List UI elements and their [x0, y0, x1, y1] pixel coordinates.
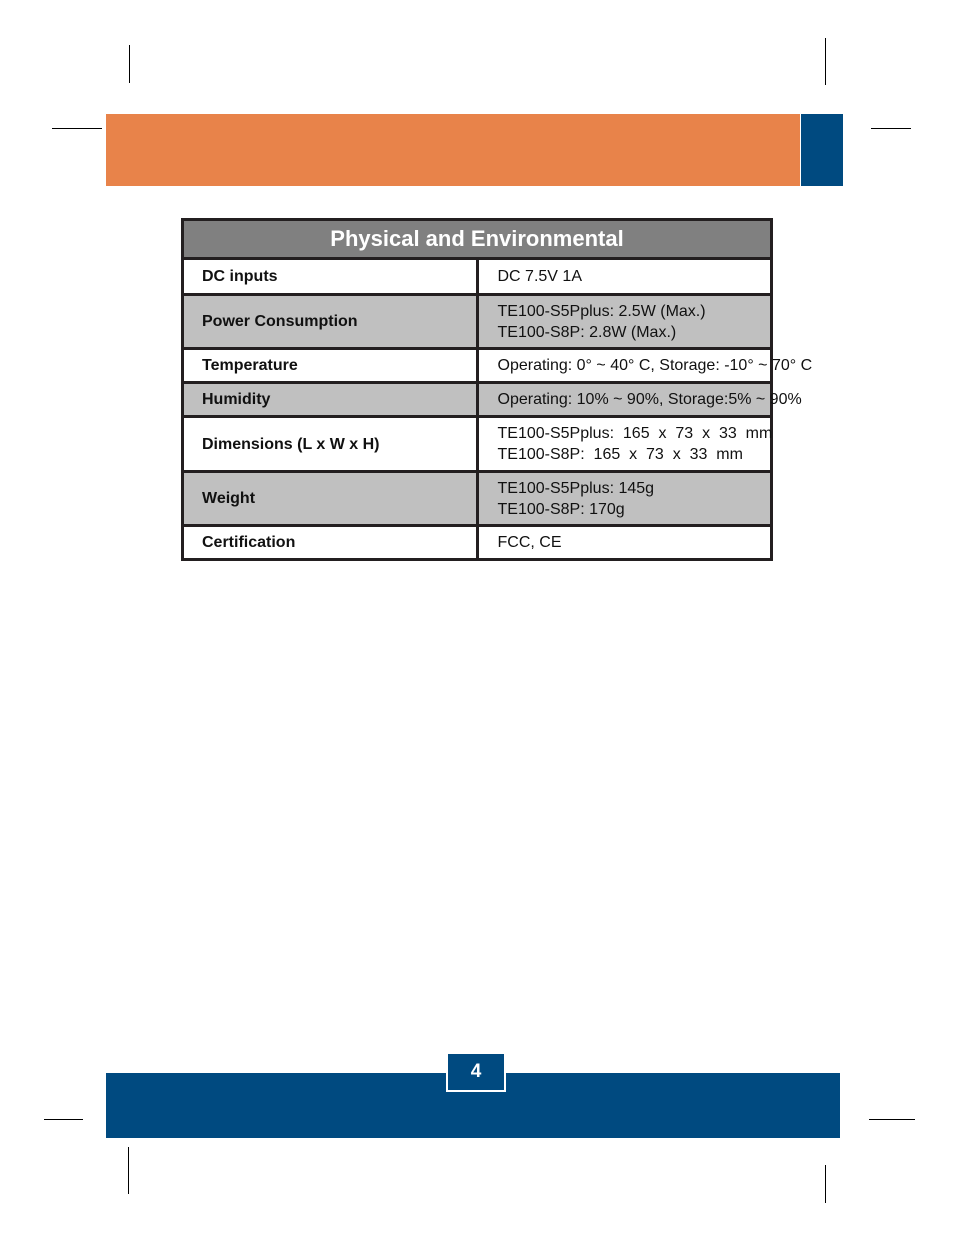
row-label: Humidity: [183, 383, 478, 417]
row-label: Dimensions (L x W x H): [183, 417, 478, 472]
row-value: [477, 295, 772, 349]
crop-mark-top-right-horizontal: [871, 128, 911, 129]
row-value-line: FCC, CE: [497, 534, 562, 551]
row-value-line: TE100-S8P: 2.8W (Max.): [497, 323, 677, 341]
header-orange-band: [106, 114, 800, 186]
row-value-line: TE100-S5Pplus: 2.5W (Max.): [497, 302, 706, 320]
row-value-line: TE100-S5Pplus: 145g: [497, 479, 655, 497]
page-number: 4: [446, 1052, 506, 1092]
crop-mark-top-left-horizontal: [52, 128, 102, 129]
row-value-line: Operating: 0° ~ 40° C, Storage: -10° ~ 70° C: [497, 357, 813, 374]
table-row: [183, 526, 772, 560]
row-value: [477, 383, 802, 417]
table-row: [183, 417, 772, 472]
row-value: [477, 526, 772, 560]
row-label: Weight: [183, 472, 478, 526]
table-row: [183, 383, 772, 417]
crop-mark-top-left-vertical: [129, 45, 130, 83]
row-label: Certification: [183, 526, 478, 560]
row-value: [477, 259, 772, 295]
row-value-line: Operating: 10% ~ 90%, Storage:5% ~ 90%: [497, 391, 802, 408]
table-row: [183, 259, 772, 295]
table-row: [183, 295, 772, 349]
table-title: Physical and Environmental: [183, 220, 772, 259]
row-label: DC inputs: [183, 259, 478, 295]
crop-mark-bottom-left-vertical: [128, 1147, 129, 1194]
row-value-line: TE100-S8P: 165 x 73 x 33 mm: [497, 446, 743, 463]
crop-mark-top-right-vertical: [825, 38, 826, 85]
table-row: [183, 472, 772, 526]
row-value-line: TE100-S8P: 170g: [497, 500, 625, 518]
crop-mark-bottom-right-horizontal: [869, 1119, 915, 1120]
physical-environmental-table: [181, 218, 813, 561]
row-label: Power Consumption: [183, 295, 478, 349]
row-value: [477, 349, 813, 383]
row-value-line: DC 7.5V 1A: [497, 268, 582, 285]
header-blue-tab: [801, 114, 843, 186]
table-body: [183, 259, 813, 560]
table-row: [183, 349, 772, 383]
row-value-line: TE100-S5Pplus: 165 x 73 x 33 mm: [497, 425, 773, 442]
crop-mark-bottom-left-horizontal: [44, 1119, 83, 1120]
crop-mark-bottom-right-vertical: [825, 1165, 826, 1203]
row-value: [477, 472, 772, 526]
row-label: Temperature: [183, 349, 478, 383]
row-value: [477, 417, 772, 472]
